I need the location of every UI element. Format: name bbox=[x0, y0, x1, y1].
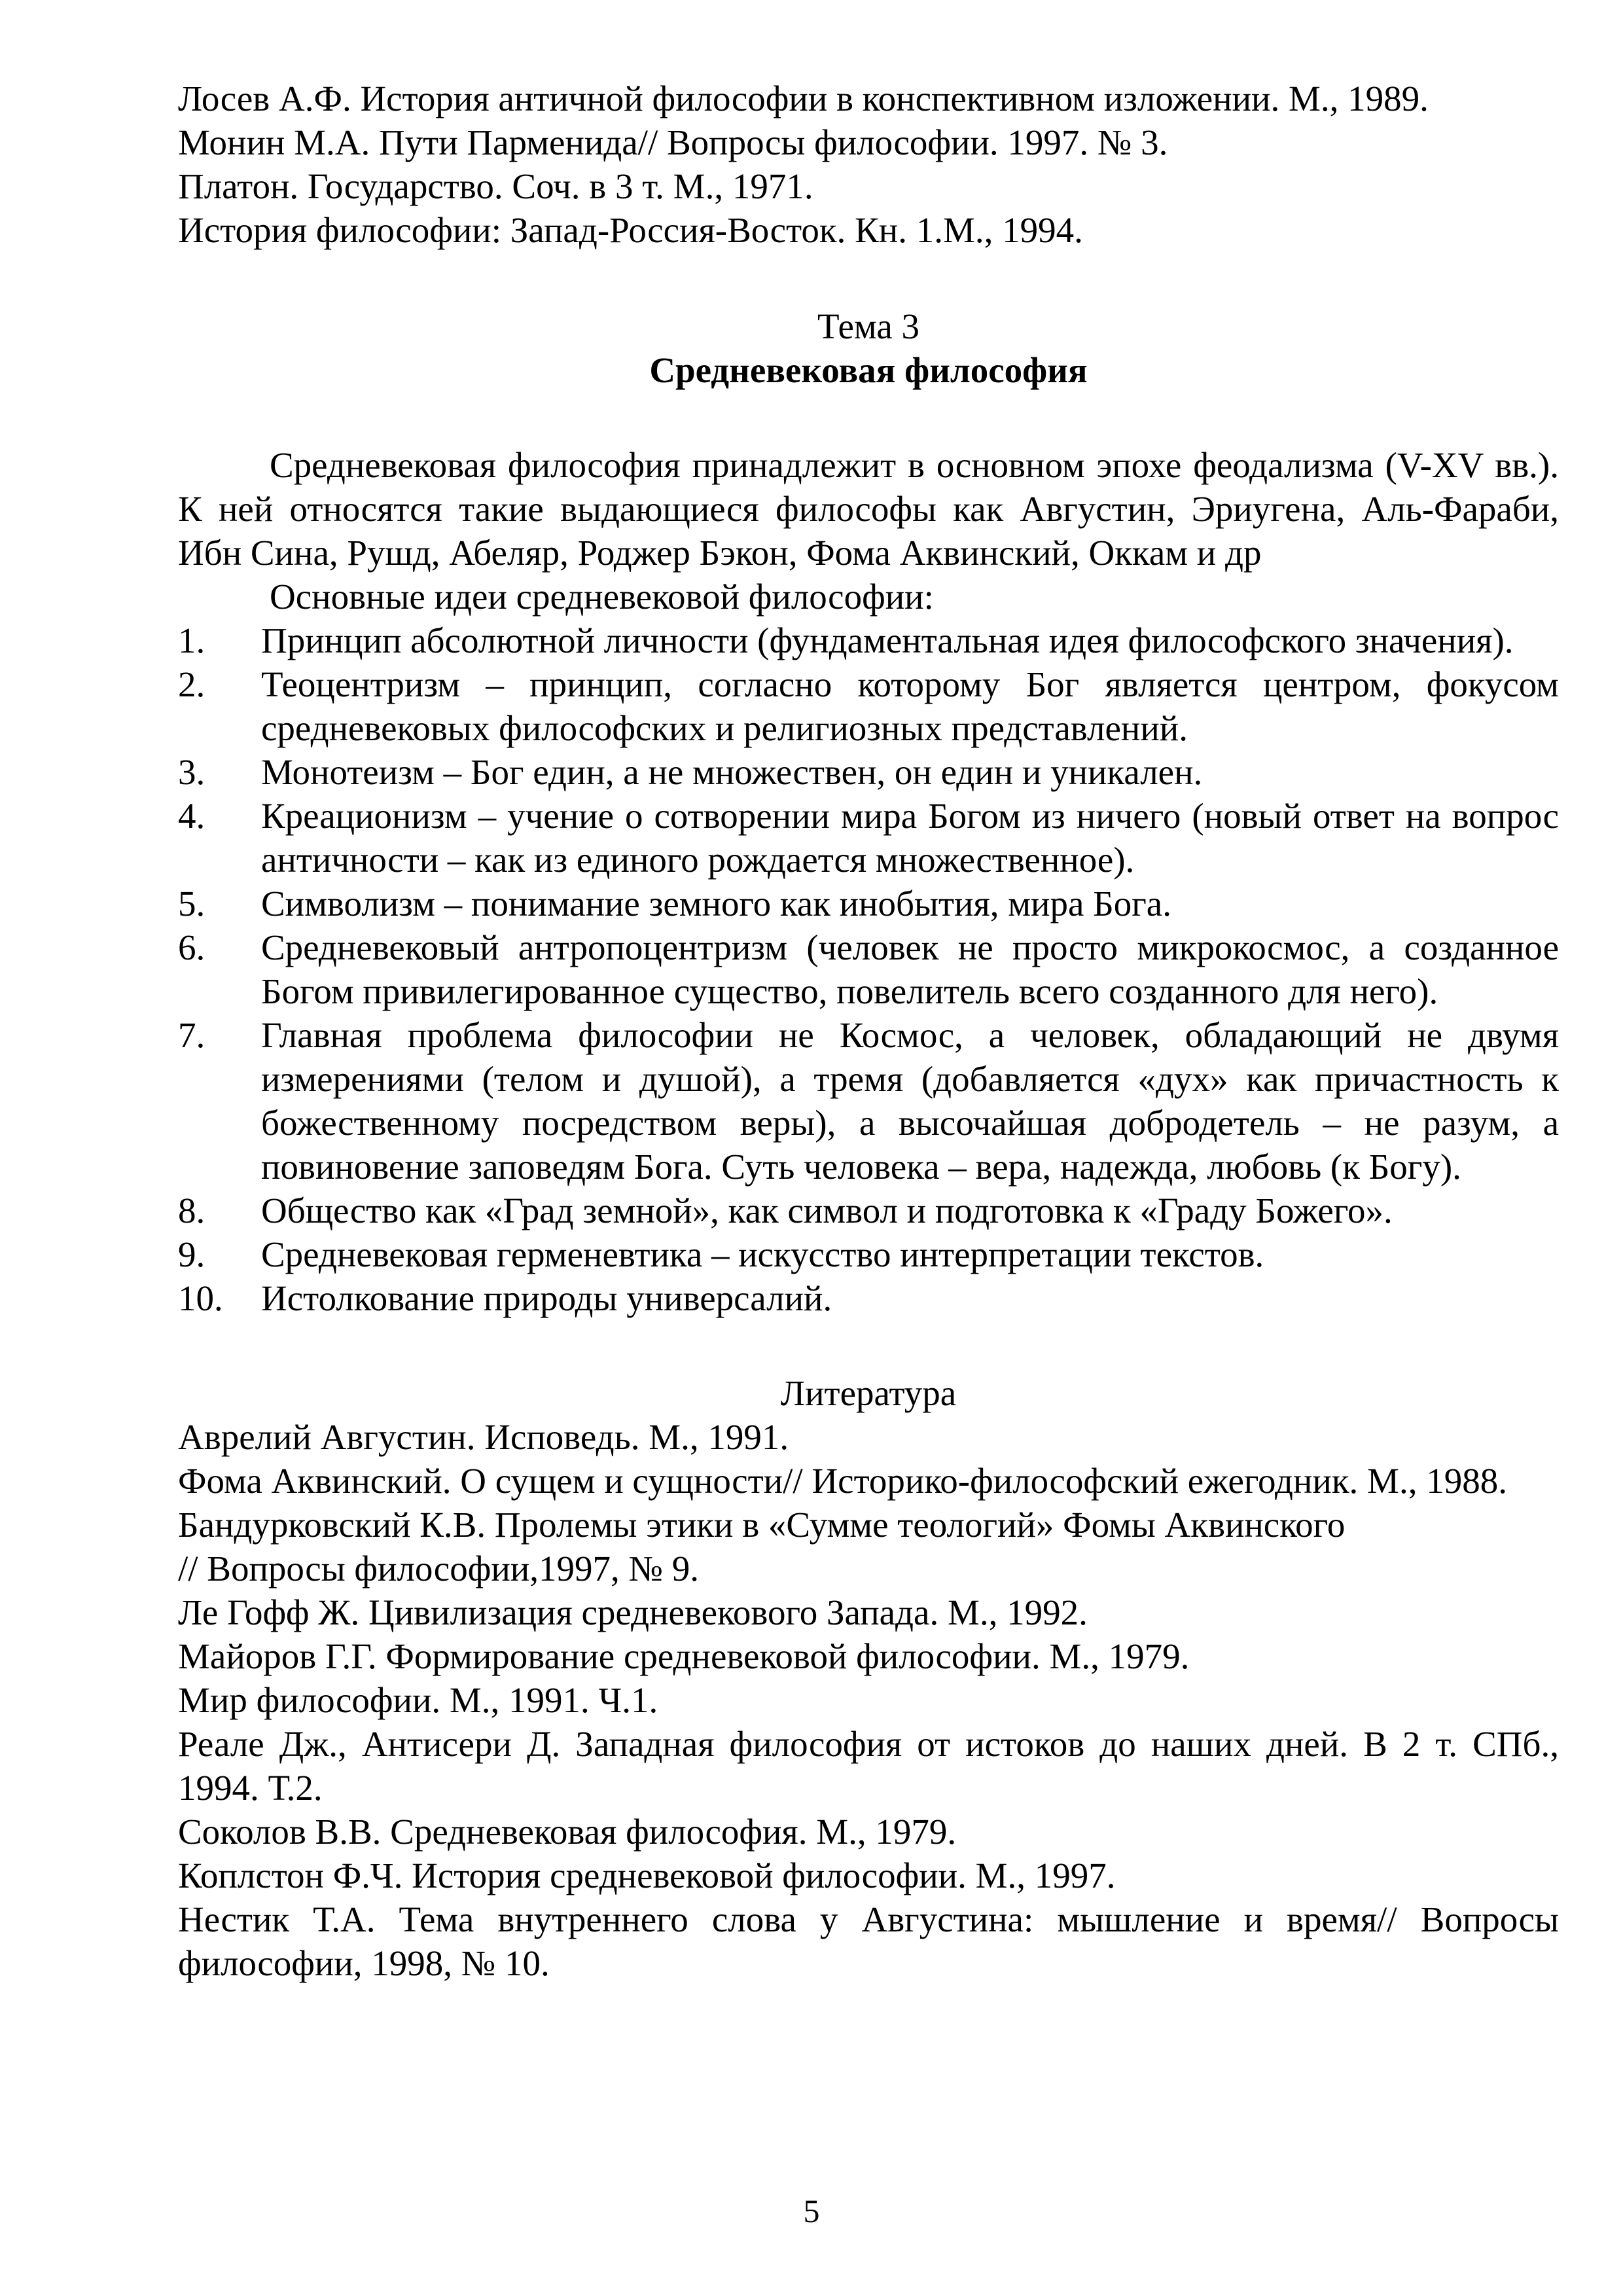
literature-item: Нестик Т.А. Тема внутреннего слова у Августина: мышление и время// Вопросы философии, 1998, № 10. bbox=[178, 1899, 1559, 1983]
literature-list bbox=[178, 1415, 1559, 1985]
item-number: 10. bbox=[178, 1278, 223, 1318]
list-item bbox=[178, 925, 1559, 1013]
item-number: 1. bbox=[178, 620, 205, 660]
literature-item: Аврелий Августин. Исповедь. М., 1991. bbox=[178, 1417, 789, 1457]
top-reference-list bbox=[178, 77, 1559, 252]
list-item bbox=[178, 662, 1559, 750]
item-text: Средневековая герменевтика – искусство интерпретации текстов. bbox=[261, 1234, 1264, 1274]
page-number: 5 bbox=[803, 2193, 820, 2229]
section-heading bbox=[178, 304, 1559, 392]
literature-item: Бандурковский К.В. Пролемы этики в «Сумме теологий» Фомы Аквинского bbox=[178, 1505, 1346, 1545]
item-text: Принцип абсолютной личности (фундаментальная идея философского значения). bbox=[261, 620, 1514, 660]
item-text: Средневековый антропоцентризм (человек не просто микрокосмос, а созданное Богом привилегированное существо, повелитель всего созданного для него). bbox=[261, 927, 1559, 1011]
item-text: Символизм – понимание земного как инобытия, мира Бога. bbox=[261, 884, 1171, 924]
item-number: 7. bbox=[178, 1015, 205, 1055]
ideas-lead: Основные идеи средневековой философии: bbox=[270, 577, 934, 617]
item-text: Монотеизм – Бог един, а не множествен, он един и уникален. bbox=[261, 752, 1203, 792]
item-number: 9. bbox=[178, 1234, 205, 1274]
intro-paragraph: Средневековая философия принадлежит в основном эпохе феодализма (V-XV вв.). К ней относятся такие выдающиеся философы как Августин, Эриугена, Аль-Фараби, Ибн Сина, Рушд, Абеляр, Роджер Бэкон, Фома Аквинский, Оккам и др bbox=[178, 445, 1559, 573]
literature-item: // Вопросы философии,1997, № 9. bbox=[178, 1549, 699, 1588]
item-number: 3. bbox=[178, 752, 205, 792]
item-number: 8. bbox=[178, 1191, 205, 1230]
literature-item: Коплстон Ф.Ч. История средневековой философии. М., 1997. bbox=[178, 1856, 1116, 1895]
literature-item: Майоров Г.Г. Формирование средневековой философии. М., 1979. bbox=[178, 1636, 1190, 1676]
literature-title: Литература bbox=[780, 1373, 957, 1413]
list-item bbox=[178, 1013, 1559, 1189]
item-text: Теоцентризм – принцип, согласно которому Бог является центром, фокусом средневековых философских и религиозных представлений. bbox=[261, 664, 1559, 748]
literature-item: Ле Гофф Ж. Цивилизация средневекового Запада. М., 1992. bbox=[178, 1592, 1088, 1632]
reference-item: Лосев А.Ф. История античной философии в конспективном изложении. М., 1989. bbox=[178, 79, 1429, 118]
reference-item: История философии: Запад-Россия-Восток. Кн. 1.М., 1994. bbox=[178, 210, 1083, 250]
item-text: Главная проблема философии не Космос, а человек, обладающий не двумя измерениями (телом и душой), а тремя (добавляется «дух» как причастность к божественному посредством веры), а высочайшая добродетель – не разум, а повиновение заповедям Бога. Суть человека – вера, надежда, любовь (к Богу). bbox=[261, 1015, 1559, 1187]
list-item bbox=[178, 794, 1559, 882]
section-title: Средневековая философия bbox=[649, 350, 1088, 390]
list-item bbox=[178, 1276, 1559, 1320]
list-item bbox=[178, 1189, 1559, 1232]
literature-item: Реале Дж., Антисери Д. Западная философия от истоков до наших дней. В 2 т. СПб., 1994. Т.2. bbox=[178, 1724, 1559, 1808]
literature-item: Мир философии. М., 1991. Ч.1. bbox=[178, 1680, 658, 1720]
document-page bbox=[178, 77, 1559, 1985]
reference-item: Платон. Государство. Соч. в 3 т. М., 1971. bbox=[178, 166, 813, 206]
ideas-list bbox=[178, 619, 1559, 1320]
list-item bbox=[178, 750, 1559, 794]
literature-item: Соколов В.В. Средневековая философия. М., 1979. bbox=[178, 1812, 957, 1852]
reference-item: Монин М.А. Пути Парменида// Вопросы философии. 1997. № 3. bbox=[178, 122, 1168, 162]
item-text: Общество как «Град земной», как символ и подготовка к «Граду Божего». bbox=[261, 1191, 1393, 1230]
list-item bbox=[178, 1232, 1559, 1276]
item-number: 4. bbox=[178, 796, 205, 836]
topic-number: Тема 3 bbox=[817, 306, 919, 346]
list-item bbox=[178, 882, 1559, 925]
item-number: 6. bbox=[178, 927, 205, 967]
literature-item: Фома Аквинский. О сущем и сущности// Историко-философский ежегодник. М., 1988. bbox=[178, 1461, 1507, 1501]
item-number: 5. bbox=[178, 884, 205, 924]
item-number: 2. bbox=[178, 664, 205, 704]
item-text: Креационизм – учение о сотворении мира Богом из ничего (новый ответ на вопрос античности – как из единого рождается множественное). bbox=[261, 796, 1559, 880]
list-item bbox=[178, 619, 1559, 662]
item-text: Истолкование природы универсалий. bbox=[261, 1278, 832, 1318]
